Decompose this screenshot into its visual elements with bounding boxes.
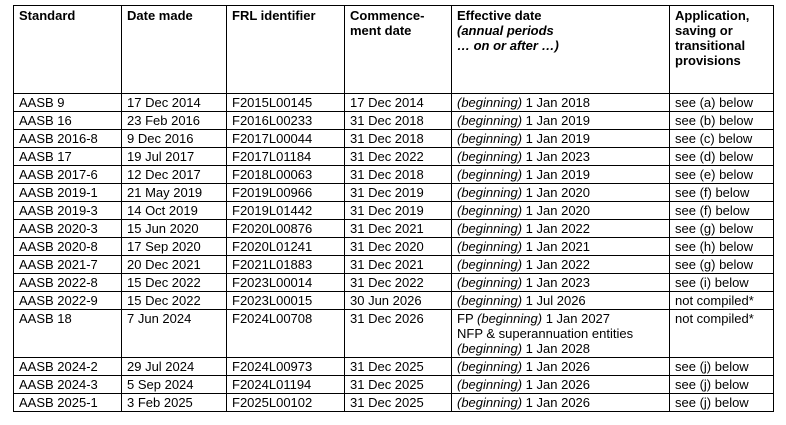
table-row [14, 394, 774, 412]
effective-prefix: (beginning) [457, 113, 523, 128]
effective-prefix: (beginning) [457, 167, 523, 182]
cell-commencement: 31 Dec 2019 [345, 202, 452, 220]
table-row [14, 166, 774, 184]
cell-date-made: 7 Jun 2024 [122, 310, 227, 358]
cell-standard: AASB 9 [14, 94, 122, 112]
cell-date-made: 17 Sep 2020 [122, 238, 227, 256]
effective-date: 1 Jan 2023 [525, 275, 591, 290]
cell-commencement: 31 Dec 2018 [345, 112, 452, 130]
effective-date: 1 Jan 2022 [525, 257, 591, 272]
effective-date: 1 Jan 2019 [525, 113, 591, 128]
cell-date-made: 19 Jul 2017 [122, 148, 227, 166]
header-effective-sub1: (annual periods [457, 23, 554, 38]
cell-standard: AASB 18 [14, 310, 122, 358]
cell-application: see (e) below [670, 166, 774, 184]
cell-effective [452, 292, 670, 310]
cell-commencement: 31 Dec 2022 [345, 274, 452, 292]
cell-effective [452, 274, 670, 292]
cell-effective [452, 256, 670, 274]
cell-application: not compiled* [670, 310, 774, 358]
cell-commencement: 31 Dec 2018 [345, 130, 452, 148]
table-row [14, 94, 774, 112]
cell-effective [452, 376, 670, 394]
cell-effective [452, 94, 670, 112]
cell-effective [452, 148, 670, 166]
cell-frl: F2016L00233 [227, 112, 345, 130]
cell-standard: AASB 2025-1 [14, 394, 122, 412]
cell-frl: F2019L01442 [227, 202, 345, 220]
effective-date: 1 Jan 2022 [525, 221, 591, 236]
table-row [14, 202, 774, 220]
cell-standard: AASB 2020-3 [14, 220, 122, 238]
cell-standard: AASB 2022-9 [14, 292, 122, 310]
cell-standard: AASB 2016-8 [14, 130, 122, 148]
cell-commencement: 31 Dec 2026 [345, 310, 452, 358]
cell-effective [452, 220, 670, 238]
standards-table [13, 5, 774, 412]
effective-prefix: (beginning) [457, 203, 523, 218]
cell-effective [452, 310, 670, 358]
cell-date-made: 17 Dec 2014 [122, 94, 227, 112]
table-row [14, 292, 774, 310]
cell-effective [452, 202, 670, 220]
effective-prefix: (beginning) [457, 257, 523, 272]
cell-frl: F2023L00014 [227, 274, 345, 292]
header-effective-sub2: … on or after …) [457, 38, 559, 53]
cell-effective [452, 238, 670, 256]
effective-date: 1 Jan 2026 [525, 359, 591, 374]
cell-application: see (j) below [670, 394, 774, 412]
table-row [14, 184, 774, 202]
cell-frl: F2017L01184 [227, 148, 345, 166]
effective-date: 1 Jan 2028 [525, 341, 591, 356]
cell-frl: F2021L01883 [227, 256, 345, 274]
effective-prefix: (beginning) [457, 131, 523, 146]
cell-standard: AASB 16 [14, 112, 122, 130]
cell-commencement: 31 Dec 2018 [345, 166, 452, 184]
effective-date: 1 Jan 2026 [525, 395, 591, 410]
cell-standard: AASB 2024-2 [14, 358, 122, 376]
cell-application: see (i) below [670, 274, 774, 292]
header-commencement-line2: ment date [350, 23, 412, 38]
effective-nfp-label: NFP & superannuation entities [457, 326, 634, 341]
cell-effective [452, 184, 670, 202]
cell-application: see (g) below [670, 220, 774, 238]
table-row [14, 238, 774, 256]
effective-prefix: (beginning) [457, 359, 523, 374]
cell-commencement: 17 Dec 2014 [345, 94, 452, 112]
header-effective-date [452, 6, 670, 94]
header-row [14, 6, 774, 94]
cell-commencement: 31 Dec 2021 [345, 256, 452, 274]
cell-frl: F2020L01241 [227, 238, 345, 256]
cell-frl: F2024L00973 [227, 358, 345, 376]
table-row [14, 358, 774, 376]
effective-prefix: (beginning) [457, 95, 523, 110]
cell-commencement: 30 Jun 2026 [345, 292, 452, 310]
header-standard: Standard [14, 6, 122, 94]
cell-effective [452, 394, 670, 412]
cell-date-made: 20 Dec 2021 [122, 256, 227, 274]
cell-standard: AASB 2017-6 [14, 166, 122, 184]
table-row [14, 310, 774, 358]
effective-date: 1 Jan 2019 [525, 167, 591, 182]
cell-application: see (b) below [670, 112, 774, 130]
table-row [14, 376, 774, 394]
cell-date-made: 15 Dec 2022 [122, 274, 227, 292]
effective-prefix: (beginning) [457, 293, 523, 308]
table-row [14, 148, 774, 166]
cell-application: see (j) below [670, 358, 774, 376]
cell-frl: F2019L00966 [227, 184, 345, 202]
table-row [14, 130, 774, 148]
effective-prefix: (beginning) [457, 185, 523, 200]
cell-application: see (f) below [670, 184, 774, 202]
cell-effective [452, 166, 670, 184]
header-date-made: Date made [122, 6, 227, 94]
table-row [14, 256, 774, 274]
effective-line-nfp [457, 341, 666, 356]
cell-commencement: 31 Dec 2025 [345, 394, 452, 412]
effective-date: 1 Jan 2027 [545, 311, 611, 326]
cell-date-made: 12 Dec 2017 [122, 166, 227, 184]
header-application-line4: provisions [675, 53, 741, 68]
effective-prefix: (beginning) [457, 341, 523, 356]
header-application [670, 6, 774, 94]
cell-date-made: 15 Jun 2020 [122, 220, 227, 238]
cell-standard: AASB 2019-3 [14, 202, 122, 220]
cell-frl: F2023L00015 [227, 292, 345, 310]
cell-frl: F2018L00063 [227, 166, 345, 184]
cell-commencement: 31 Dec 2022 [345, 148, 452, 166]
cell-date-made: 21 May 2019 [122, 184, 227, 202]
table-row [14, 274, 774, 292]
cell-effective [452, 112, 670, 130]
cell-standard: AASB 2021-7 [14, 256, 122, 274]
cell-effective [452, 130, 670, 148]
header-application-line1: Application, [675, 8, 750, 23]
cell-commencement: 31 Dec 2019 [345, 184, 452, 202]
cell-commencement: 31 Dec 2025 [345, 376, 452, 394]
cell-frl: F2015L00145 [227, 94, 345, 112]
table-row [14, 112, 774, 130]
header-application-line3: transitional [675, 38, 746, 53]
cell-application: see (a) below [670, 94, 774, 112]
cell-application: see (g) below [670, 256, 774, 274]
cell-standard: AASB 2024-3 [14, 376, 122, 394]
header-application-line2: saving or [675, 23, 733, 38]
effective-date: 1 Jan 2021 [525, 239, 591, 254]
cell-date-made: 9 Dec 2016 [122, 130, 227, 148]
effective-date: 1 Jan 2020 [525, 203, 591, 218]
cell-application: see (j) below [670, 376, 774, 394]
effective-date: 1 Jan 2018 [525, 95, 591, 110]
cell-date-made: 15 Dec 2022 [122, 292, 227, 310]
effective-prefix: (beginning) [457, 395, 523, 410]
cell-frl: F2025L00102 [227, 394, 345, 412]
header-effective-title: Effective date [457, 8, 542, 23]
cell-date-made: 14 Oct 2019 [122, 202, 227, 220]
cell-commencement: 31 Dec 2021 [345, 220, 452, 238]
effective-date: 1 Jan 2023 [525, 149, 591, 164]
cell-application: see (f) below [670, 202, 774, 220]
cell-application: see (h) below [670, 238, 774, 256]
effective-prefix: (beginning) [457, 221, 523, 236]
cell-frl: F2017L00044 [227, 130, 345, 148]
header-frl-identifier: FRL identifier [227, 6, 345, 94]
table-row [14, 220, 774, 238]
effective-prefix: (beginning) [457, 377, 523, 392]
cell-date-made: 3 Feb 2025 [122, 394, 227, 412]
cell-application: not compiled* [670, 292, 774, 310]
effective-date: 1 Jul 2026 [525, 293, 586, 308]
cell-commencement: 31 Dec 2025 [345, 358, 452, 376]
cell-date-made: 23 Feb 2016 [122, 112, 227, 130]
cell-frl: F2024L01194 [227, 376, 345, 394]
cell-application: see (d) below [670, 148, 774, 166]
cell-standard: AASB 2022-8 [14, 274, 122, 292]
effective-fp-label: FP [457, 311, 474, 326]
effective-line-fp [457, 311, 666, 326]
effective-date: 1 Jan 2019 [525, 131, 591, 146]
header-commencement-line1: Commence- [350, 8, 425, 23]
cell-standard: AASB 2019-1 [14, 184, 122, 202]
cell-standard: AASB 17 [14, 148, 122, 166]
cell-standard: AASB 2020-8 [14, 238, 122, 256]
cell-commencement: 31 Dec 2020 [345, 238, 452, 256]
cell-date-made: 5 Sep 2024 [122, 376, 227, 394]
effective-date: 1 Jan 2020 [525, 185, 591, 200]
cell-effective [452, 358, 670, 376]
cell-frl: F2020L00876 [227, 220, 345, 238]
header-commencement-date [345, 6, 452, 94]
effective-date: 1 Jan 2026 [525, 377, 591, 392]
cell-date-made: 29 Jul 2024 [122, 358, 227, 376]
cell-frl: F2024L00708 [227, 310, 345, 358]
cell-application: see (c) below [670, 130, 774, 148]
effective-prefix: (beginning) [477, 311, 543, 326]
effective-prefix: (beginning) [457, 149, 523, 164]
effective-prefix: (beginning) [457, 239, 523, 254]
effective-prefix: (beginning) [457, 275, 523, 290]
